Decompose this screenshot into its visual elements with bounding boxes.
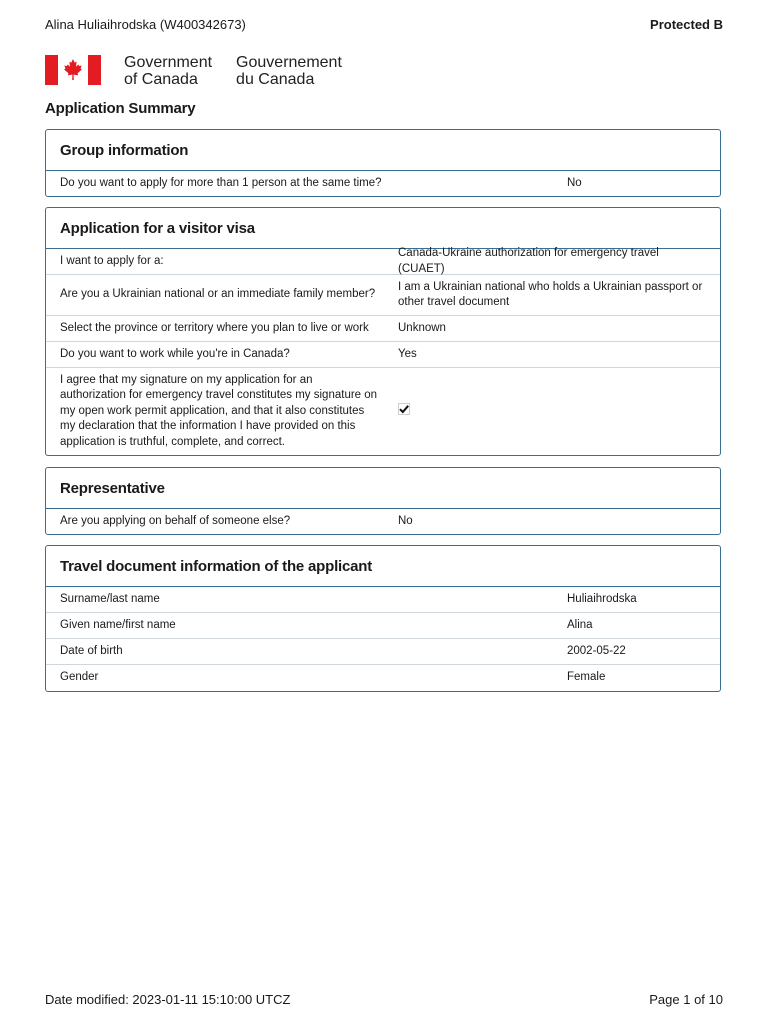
section-visitor-visa	[45, 207, 721, 456]
question: Surname/last name	[60, 592, 160, 605]
summary-row	[46, 509, 720, 534]
government-en-line2: of Canada	[124, 71, 198, 88]
section-title: Application for a visitor visa	[46, 208, 720, 249]
question: Given name/first name	[60, 618, 176, 631]
answer: I am a Ukrainian national who holds a Ukrainian passport or other travel document	[398, 280, 703, 308]
question: Are you a Ukrainian national or an immediate family member?	[60, 288, 376, 301]
government-wordmark-en	[124, 54, 212, 88]
answer: Canada-Ukraine authorization for emergency travel (CUAET)	[398, 247, 659, 275]
date-modified: Date modified: 2023-01-11 15:10:00 UTCZ	[45, 992, 291, 1007]
summary-row	[46, 665, 720, 691]
answer: Alina	[567, 618, 593, 631]
question: I want to apply for a:	[60, 254, 164, 267]
summary-row	[46, 368, 720, 455]
checkmark-icon	[398, 403, 410, 415]
question: Gender	[60, 671, 99, 684]
page-footer	[45, 992, 723, 1007]
question: Select the province or territory where you plan to live or work	[60, 321, 369, 334]
declaration-text: I agree that my signature on my application for an authorization for emergency travel constitutes my signature on my open work permit application, and that it also constitutes my declaration that the information I have provided on this application is truthful, complete, and correct.	[60, 373, 378, 448]
question: Date of birth	[60, 644, 123, 657]
section-travel-document	[45, 545, 721, 692]
answer: 2002-05-22	[567, 644, 626, 657]
question: Are you applying on behalf of someone else?	[60, 514, 291, 527]
section-group-information	[45, 129, 721, 197]
summary-row	[46, 249, 720, 275]
section-title: Representative	[46, 468, 720, 509]
answer: Yes	[398, 347, 417, 360]
applicant-name-id: Alina Huliaihrodska (W400342673)	[45, 16, 246, 32]
answer: Huliaihrodska	[567, 592, 637, 605]
answer: No	[567, 176, 582, 189]
answer: No	[398, 514, 413, 527]
section-title: Group information	[46, 130, 720, 171]
summary-row	[46, 587, 720, 613]
section-representative	[45, 467, 721, 535]
canada-flag-icon	[45, 55, 101, 85]
answer	[398, 403, 708, 421]
classification-label: Protected B	[650, 16, 723, 32]
government-fr-line2: du Canada	[236, 71, 315, 88]
question: Do you want to apply for more than 1 person at the same time?	[60, 176, 382, 189]
summary-row	[46, 613, 720, 639]
answer: Unknown	[398, 321, 446, 334]
summary-row	[46, 171, 720, 196]
page-number: Page 1 of 10	[649, 992, 723, 1007]
government-fr-line1: Gouvernement	[236, 54, 342, 71]
answer: Female	[567, 671, 606, 684]
summary-row	[46, 316, 720, 342]
question: Do you want to work while you're in Canada?	[60, 347, 290, 360]
government-wordmark-fr	[236, 54, 342, 88]
summary-row	[46, 639, 720, 665]
summary-row	[46, 342, 720, 368]
page-title: Application Summary	[45, 100, 196, 117]
page-header	[45, 15, 723, 33]
section-title: Travel document information of the applicant	[46, 546, 720, 587]
government-en-line1: Government	[124, 54, 213, 71]
summary-row	[46, 275, 720, 316]
government-of-canada-signature	[45, 55, 342, 88]
